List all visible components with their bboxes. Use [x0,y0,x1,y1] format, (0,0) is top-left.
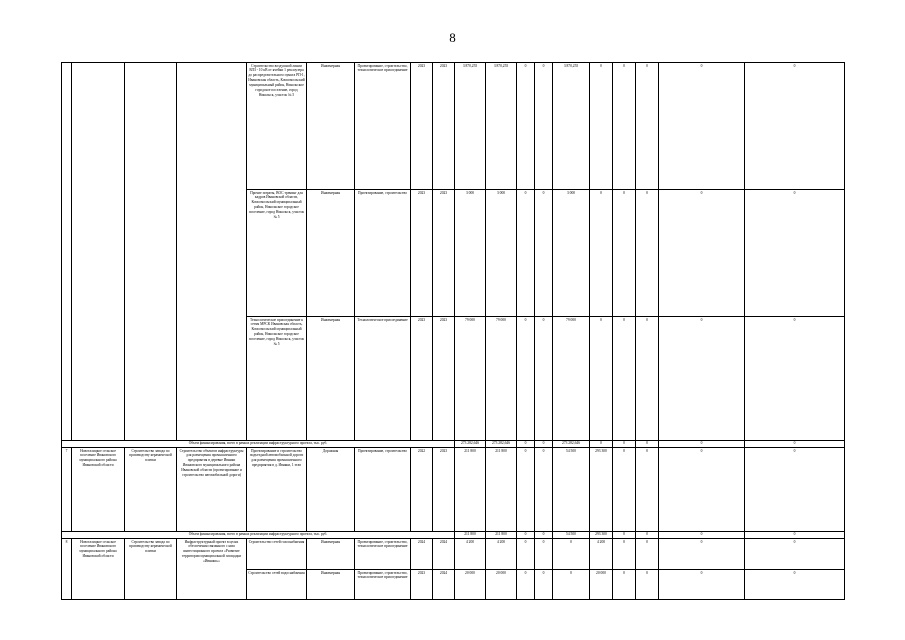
value-cell: 0 [659,539,745,570]
value-cell: 0 [613,539,636,570]
federal-cell: 3 870,255 [486,63,517,190]
category-cell: Инженерная [307,570,355,600]
municipality-cell [72,63,125,441]
work-type-cell: Технологическое присоединение [355,317,411,441]
federal-cell: 79 000 [486,317,517,441]
start-year-cell: 2024 [411,539,433,570]
infrastructure-project-cell: Строительство объектов инфраструктуры для размещения промышленного предприятия в деревне Ивняки Ивановского муниципального района Ивановской области (проектирование и строительство автомобильной дороги) [177,448,247,532]
value-cell: 0 [659,448,745,532]
summary-label: Объем финансирования, всего в рамках реализации инфраструктурного проекта, тыс. руб. [62,532,455,539]
extrabudget-cell: 54 500 [553,532,590,539]
summary-row [62,441,845,448]
total-cell: 20 000 [455,570,486,600]
object-cell: Строительство сетей водоснабжения [247,570,307,600]
value-cell: 4 200 [590,539,613,570]
extrabudget-cell: 273 282,646 [553,441,590,448]
value-cell: 0 [613,532,636,539]
value-cell: 0 [659,317,745,441]
total-cell: 211 800 [455,448,486,532]
total-cell: 211 800 [455,532,486,539]
category-cell: Инженерная [307,317,355,441]
object-cell: Прочие затраты, ВОС тренинг для кадров Ивановской области, Комсомольский муниципальный район, Никольское городское поселение, город Никольск, участок № 5 [247,190,307,317]
summary-label: Объем финансирования, всего в рамках реализации инфраструктурного проекта, тыс. руб. [62,441,455,448]
federal-cell: 20 000 [486,570,517,600]
investment-project-cell [125,63,177,441]
municipal-cell: 0 [535,448,553,532]
infrastructure-project-cell: Инфраструктурный проект в целях обеспечения связанного с ним инвестиционного проекта «Развитие территории муниципальной площадки «Ивняки»» [177,539,247,600]
row-number-cell: 8 [62,539,72,600]
value-cell: 0 [613,190,636,317]
object-cell: Проектирование и строительство подъездной автомобильной дороги для размещения промышленного предприятия в д. Ивняки, 1 этап [247,448,307,532]
table-row [62,539,845,570]
regional-cell: 0 [517,570,535,600]
work-type-cell: Проектирование, строительство, технологическое присоединение [355,570,411,600]
value-cell: 0 [590,63,613,190]
value-cell: 0 [636,448,659,532]
value-cell: 0 [659,570,745,600]
value-cell: 0 [636,441,659,448]
extrabudget-cell: 79 000 [553,317,590,441]
work-type-cell: Проектирование, строительство, технологическое присоединение [355,539,411,570]
extrabudget-cell: 0 [553,539,590,570]
work-type-cell: Проектирование, строительство [355,190,411,317]
value-cell: 0 [659,532,745,539]
municipal-cell: 0 [535,63,553,190]
table-row [62,63,845,190]
value-cell: 0 [745,190,845,317]
work-type-cell: Проектирование, строительство [355,448,411,532]
extrabudget-cell: 0 [553,570,590,600]
extrabudget-cell: 3 000 [553,190,590,317]
object-cell: Строительство воздушной линии ВЛЗ - 10 кВ от ячейки 1 реклоузера до распределительного пункта РП-1, Ивановская область, Комсомольский муниципальный район, Никольское городское поселение, город Никольск, участок № 5 [247,63,307,190]
end-year-cell: 2024 [433,539,455,570]
total-cell: 273 282,646 [455,441,486,448]
row-number-cell: 7 [62,448,72,532]
start-year-cell: 2023 [411,317,433,441]
regional-cell: 0 [517,441,535,448]
start-year-cell: 2023 [411,63,433,190]
value-cell: 0 [636,63,659,190]
value-cell: 0 [636,532,659,539]
federal-cell: 4 200 [486,539,517,570]
municipal-cell: 0 [535,539,553,570]
value-cell: 0 [613,317,636,441]
regional-cell: 0 [517,539,535,570]
value-cell: 293 300 [590,448,613,532]
infrastructure-project-cell [177,63,247,441]
municipal-cell: 0 [535,317,553,441]
investment-project-cell: Строительство завода по производству керамической плитки [125,539,177,600]
municipal-cell: 0 [535,532,553,539]
financing-table [61,62,845,600]
regional-cell: 0 [517,190,535,317]
extrabudget-cell: 54 500 [553,448,590,532]
value-cell: 0 [636,317,659,441]
value-cell: 0 [613,63,636,190]
value-cell: 0 [590,317,613,441]
federal-cell: 211 800 [486,532,517,539]
end-year-cell: 2024 [433,570,455,600]
value-cell: 0 [745,532,845,539]
end-year-cell: 2023 [433,190,455,317]
category-cell: Дорожная [307,448,355,532]
value-cell: 20 000 [590,570,613,600]
value-cell: 0 [745,570,845,600]
table-row [62,448,845,532]
value-cell: 293 300 [590,532,613,539]
start-year-cell: 2023 [411,190,433,317]
value-cell: 0 [659,441,745,448]
value-cell: 0 [745,441,845,448]
category-cell: Инженерная [307,539,355,570]
end-year-cell: 2023 [433,317,455,441]
value-cell: 0 [745,448,845,532]
page-number: 8 [449,30,456,45]
category-cell: Инженерная [307,63,355,190]
end-year-cell: 2023 [433,63,455,190]
regional-cell: 0 [517,448,535,532]
value-cell: 0 [613,570,636,600]
row-number-cell [62,63,72,441]
municipality-cell: Новоталицкое сельское поселение Ивановского муниципального района Ивановской области [72,448,125,532]
value-cell: 0 [613,448,636,532]
municipality-cell: Новоталицкое сельское поселение Ивановского муниципального района Ивановской области [72,539,125,600]
value-cell: 0 [659,63,745,190]
federal-cell: 211 800 [486,448,517,532]
regional-cell: 0 [517,317,535,441]
regional-cell: 0 [517,532,535,539]
extrabudget-cell: 3 870,255 [553,63,590,190]
municipal-cell: 0 [535,570,553,600]
value-cell: 0 [745,317,845,441]
value-cell: 0 [636,190,659,317]
object-cell: Строительство сетей газоснабжения [247,539,307,570]
total-cell: 3 870,255 [455,63,486,190]
category-cell: Инженерная [307,190,355,317]
start-year-cell: 2022 [411,448,433,532]
municipal-cell: 0 [535,441,553,448]
federal-cell: 273 282,646 [486,441,517,448]
end-year-cell: 2023 [433,448,455,532]
municipal-cell: 0 [535,190,553,317]
value-cell: 0 [590,190,613,317]
total-cell: 4 200 [455,539,486,570]
regional-cell: 0 [517,63,535,190]
start-year-cell: 2023 [411,570,433,600]
total-cell: 3 000 [455,190,486,317]
value-cell: 0 [613,441,636,448]
value-cell: 0 [636,570,659,600]
value-cell: 0 [590,441,613,448]
object-cell: Технологическое присоединение к сетям МРСК Ивановская область, Комсомольский муниципальный район, Никольское городское поселение, город Никольск, участок № 5 [247,317,307,441]
investment-project-cell: Строительство завода по производству керамической плитки [125,448,177,532]
value-cell: 0 [745,539,845,570]
summary-row [62,532,845,539]
federal-cell: 3 000 [486,190,517,317]
value-cell: 0 [659,190,745,317]
value-cell: 0 [745,63,845,190]
work-type-cell: Проектирование, строительство, технологическое присоединение [355,63,411,190]
value-cell: 0 [636,539,659,570]
total-cell: 79 000 [455,317,486,441]
